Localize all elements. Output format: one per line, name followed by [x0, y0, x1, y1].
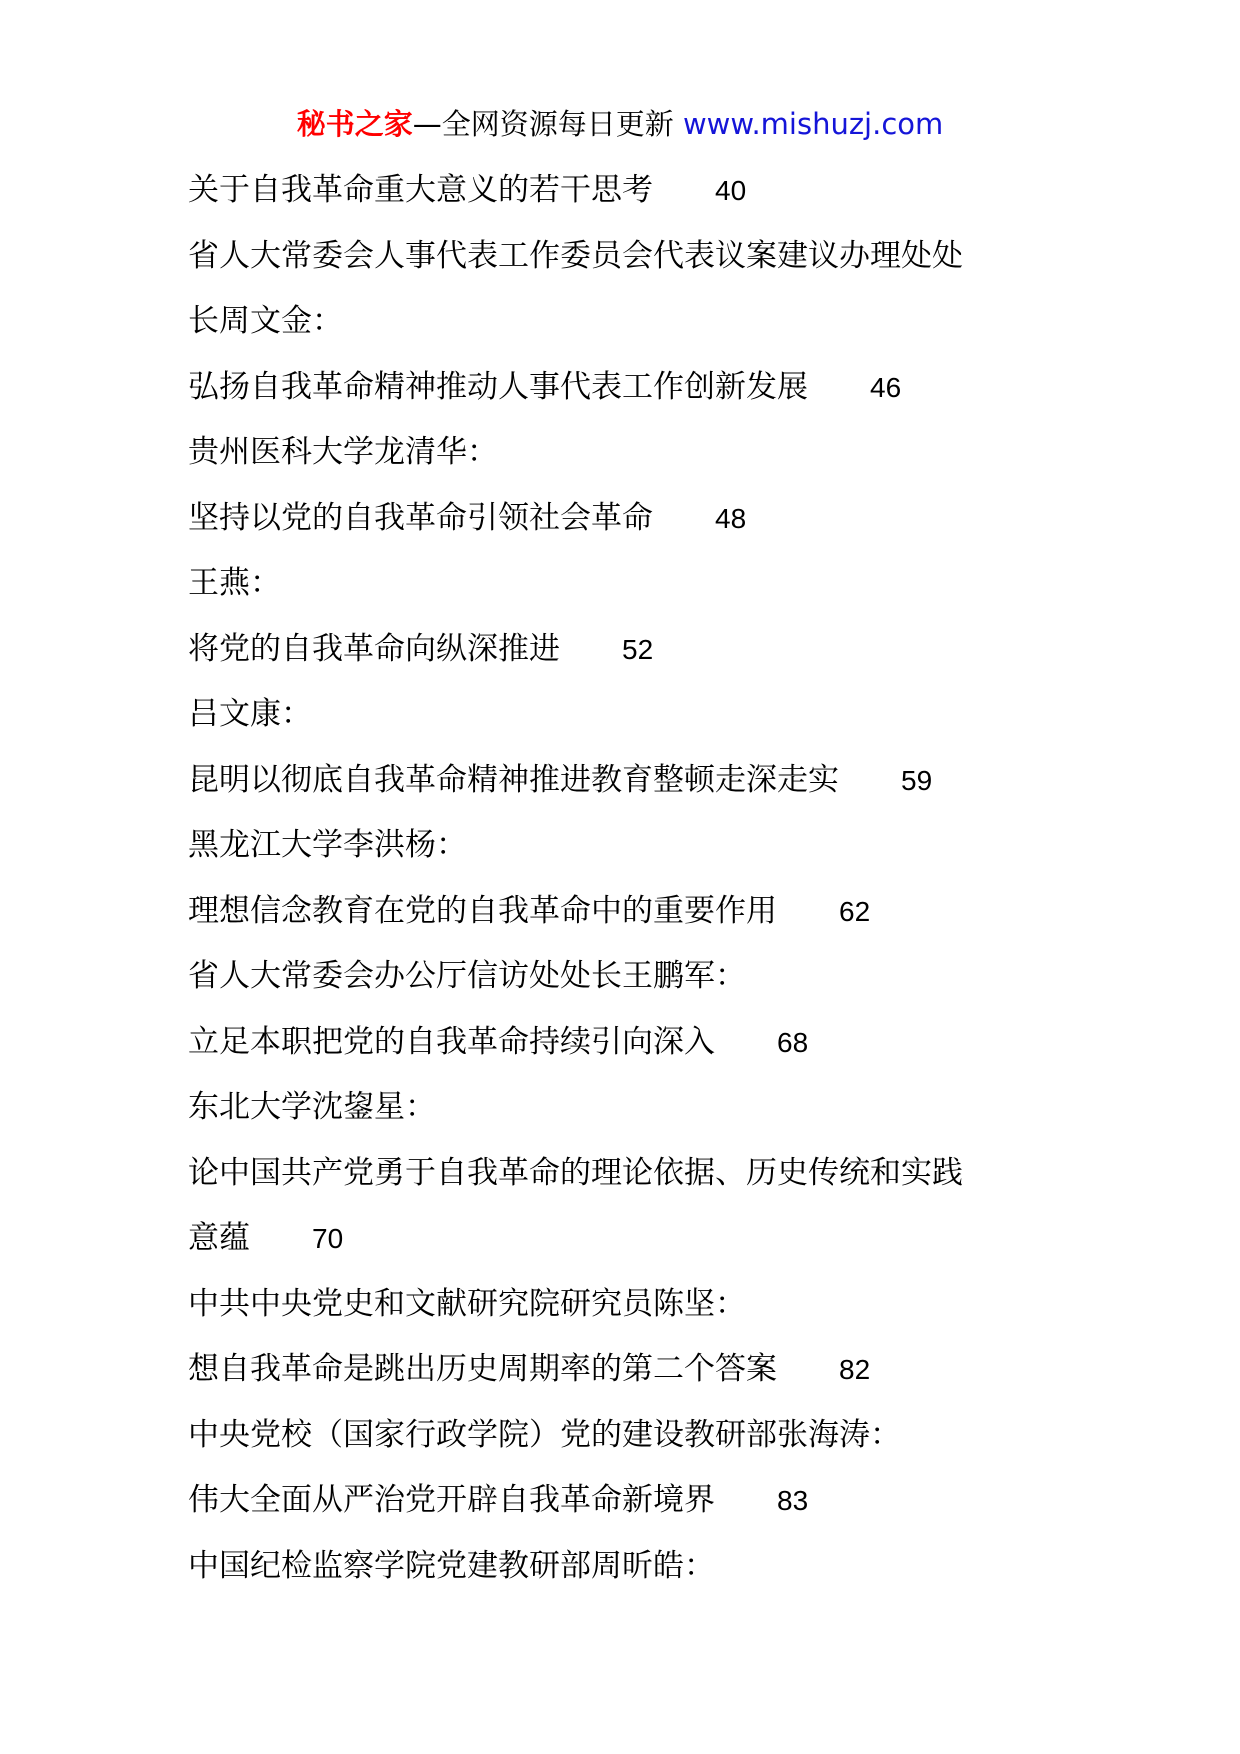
table-of-contents: [188, 170, 1088, 1611]
toc-entry-text: 中央党校（国家行政学院）党的建设教研部张海涛：: [188, 1416, 901, 1453]
toc-page-number: 62: [839, 895, 871, 927]
header-tagline: —全网资源每日更新: [412, 107, 683, 141]
toc-entry: [188, 1349, 1088, 1415]
toc-entry: [188, 170, 1088, 236]
toc-entry-text: 长周文金：: [188, 303, 343, 339]
toc-entry: [188, 1087, 1088, 1153]
toc-page-number: 82: [839, 1354, 871, 1385]
brand-name: 秘书之家: [296, 107, 413, 141]
toc-page-number: 83: [777, 1485, 809, 1516]
toc-entry-text: 伟大全面从严治党开辟自我革命新境界: [188, 1482, 715, 1518]
toc-page-number: 40: [715, 175, 747, 206]
toc-entry-text: 关于自我革命重大意义的若干思考: [188, 172, 653, 208]
toc-entry: [188, 236, 1088, 302]
toc-entry: [188, 1284, 1088, 1350]
toc-entry: [188, 1415, 1088, 1481]
toc-entry: [188, 1022, 1088, 1088]
toc-entry-text: 贵州医科大学龙清华：: [188, 434, 498, 470]
toc-entry-text: 坚持以党的自我革命引领社会革命: [188, 499, 653, 536]
toc-entry-text: 东北大学沈鋆星：: [188, 1089, 436, 1125]
toc-entry: [188, 301, 1088, 367]
toc-entry: [188, 1153, 1088, 1219]
toc-entry: [188, 367, 1088, 433]
toc-entry-text: 意蕴: [188, 1220, 250, 1256]
toc-entry: [188, 629, 1088, 695]
toc-entry: [188, 498, 1088, 564]
toc-entry-text: 黑龙江大学李洪杨：: [188, 827, 467, 863]
toc-entry-text: 立足本职把党的自我革命持续引向深入: [188, 1023, 715, 1060]
toc-page-number: 52: [622, 633, 654, 665]
toc-entry: [188, 563, 1088, 629]
toc-entry-text: 省人大常委会办公厅信访处处长王鹏军：: [188, 958, 746, 994]
toc-entry-text: 将党的自我革命向纵深推进: [188, 630, 560, 667]
toc-page-number: 70: [312, 1223, 344, 1254]
toc-entry: [188, 1546, 1088, 1612]
toc-entry: [188, 1480, 1088, 1546]
toc-entry-text: 理想信念教育在党的自我革命中的重要作用: [188, 892, 777, 929]
site-url-link[interactable]: www.mishuzj.com: [682, 107, 944, 141]
toc-page-number: 59: [901, 764, 933, 796]
toc-entry-text: 中国纪检监察学院党建教研部周昕皓：: [188, 1547, 715, 1584]
toc-entry-text: 中共中央党史和文献研究院研究员陈坚：: [188, 1285, 746, 1322]
toc-entry: [188, 694, 1088, 760]
toc-entry-text: 王燕：: [188, 565, 281, 601]
toc-entry-text: 昆明以彻底自我革命精神推进教育整顿走深走实: [188, 761, 839, 798]
toc-entry: [188, 1218, 1088, 1284]
toc-entry-text: 弘扬自我革命精神推动人事代表工作创新发展: [188, 368, 808, 405]
toc-page-number: 68: [777, 1026, 809, 1058]
toc-entry: [188, 956, 1088, 1022]
toc-entry-text: 想自我革命是跳出历史周期率的第二个答案: [188, 1351, 777, 1387]
toc-entry: [188, 760, 1088, 826]
toc-page-number: 48: [715, 502, 747, 534]
toc-entry-text: 省人大常委会人事代表工作委员会代表议案建议办理处处: [188, 237, 963, 274]
toc-entry: [188, 891, 1088, 957]
toc-entry-text: 论中国共产党勇于自我革命的理论依据、历史传统和实践: [188, 1154, 963, 1191]
page-header: [0, 104, 1240, 144]
toc-entry: [188, 825, 1088, 891]
toc-entry-text: 吕文康：: [188, 696, 312, 732]
toc-entry: [188, 432, 1088, 498]
toc-page-number: 46: [870, 371, 902, 403]
